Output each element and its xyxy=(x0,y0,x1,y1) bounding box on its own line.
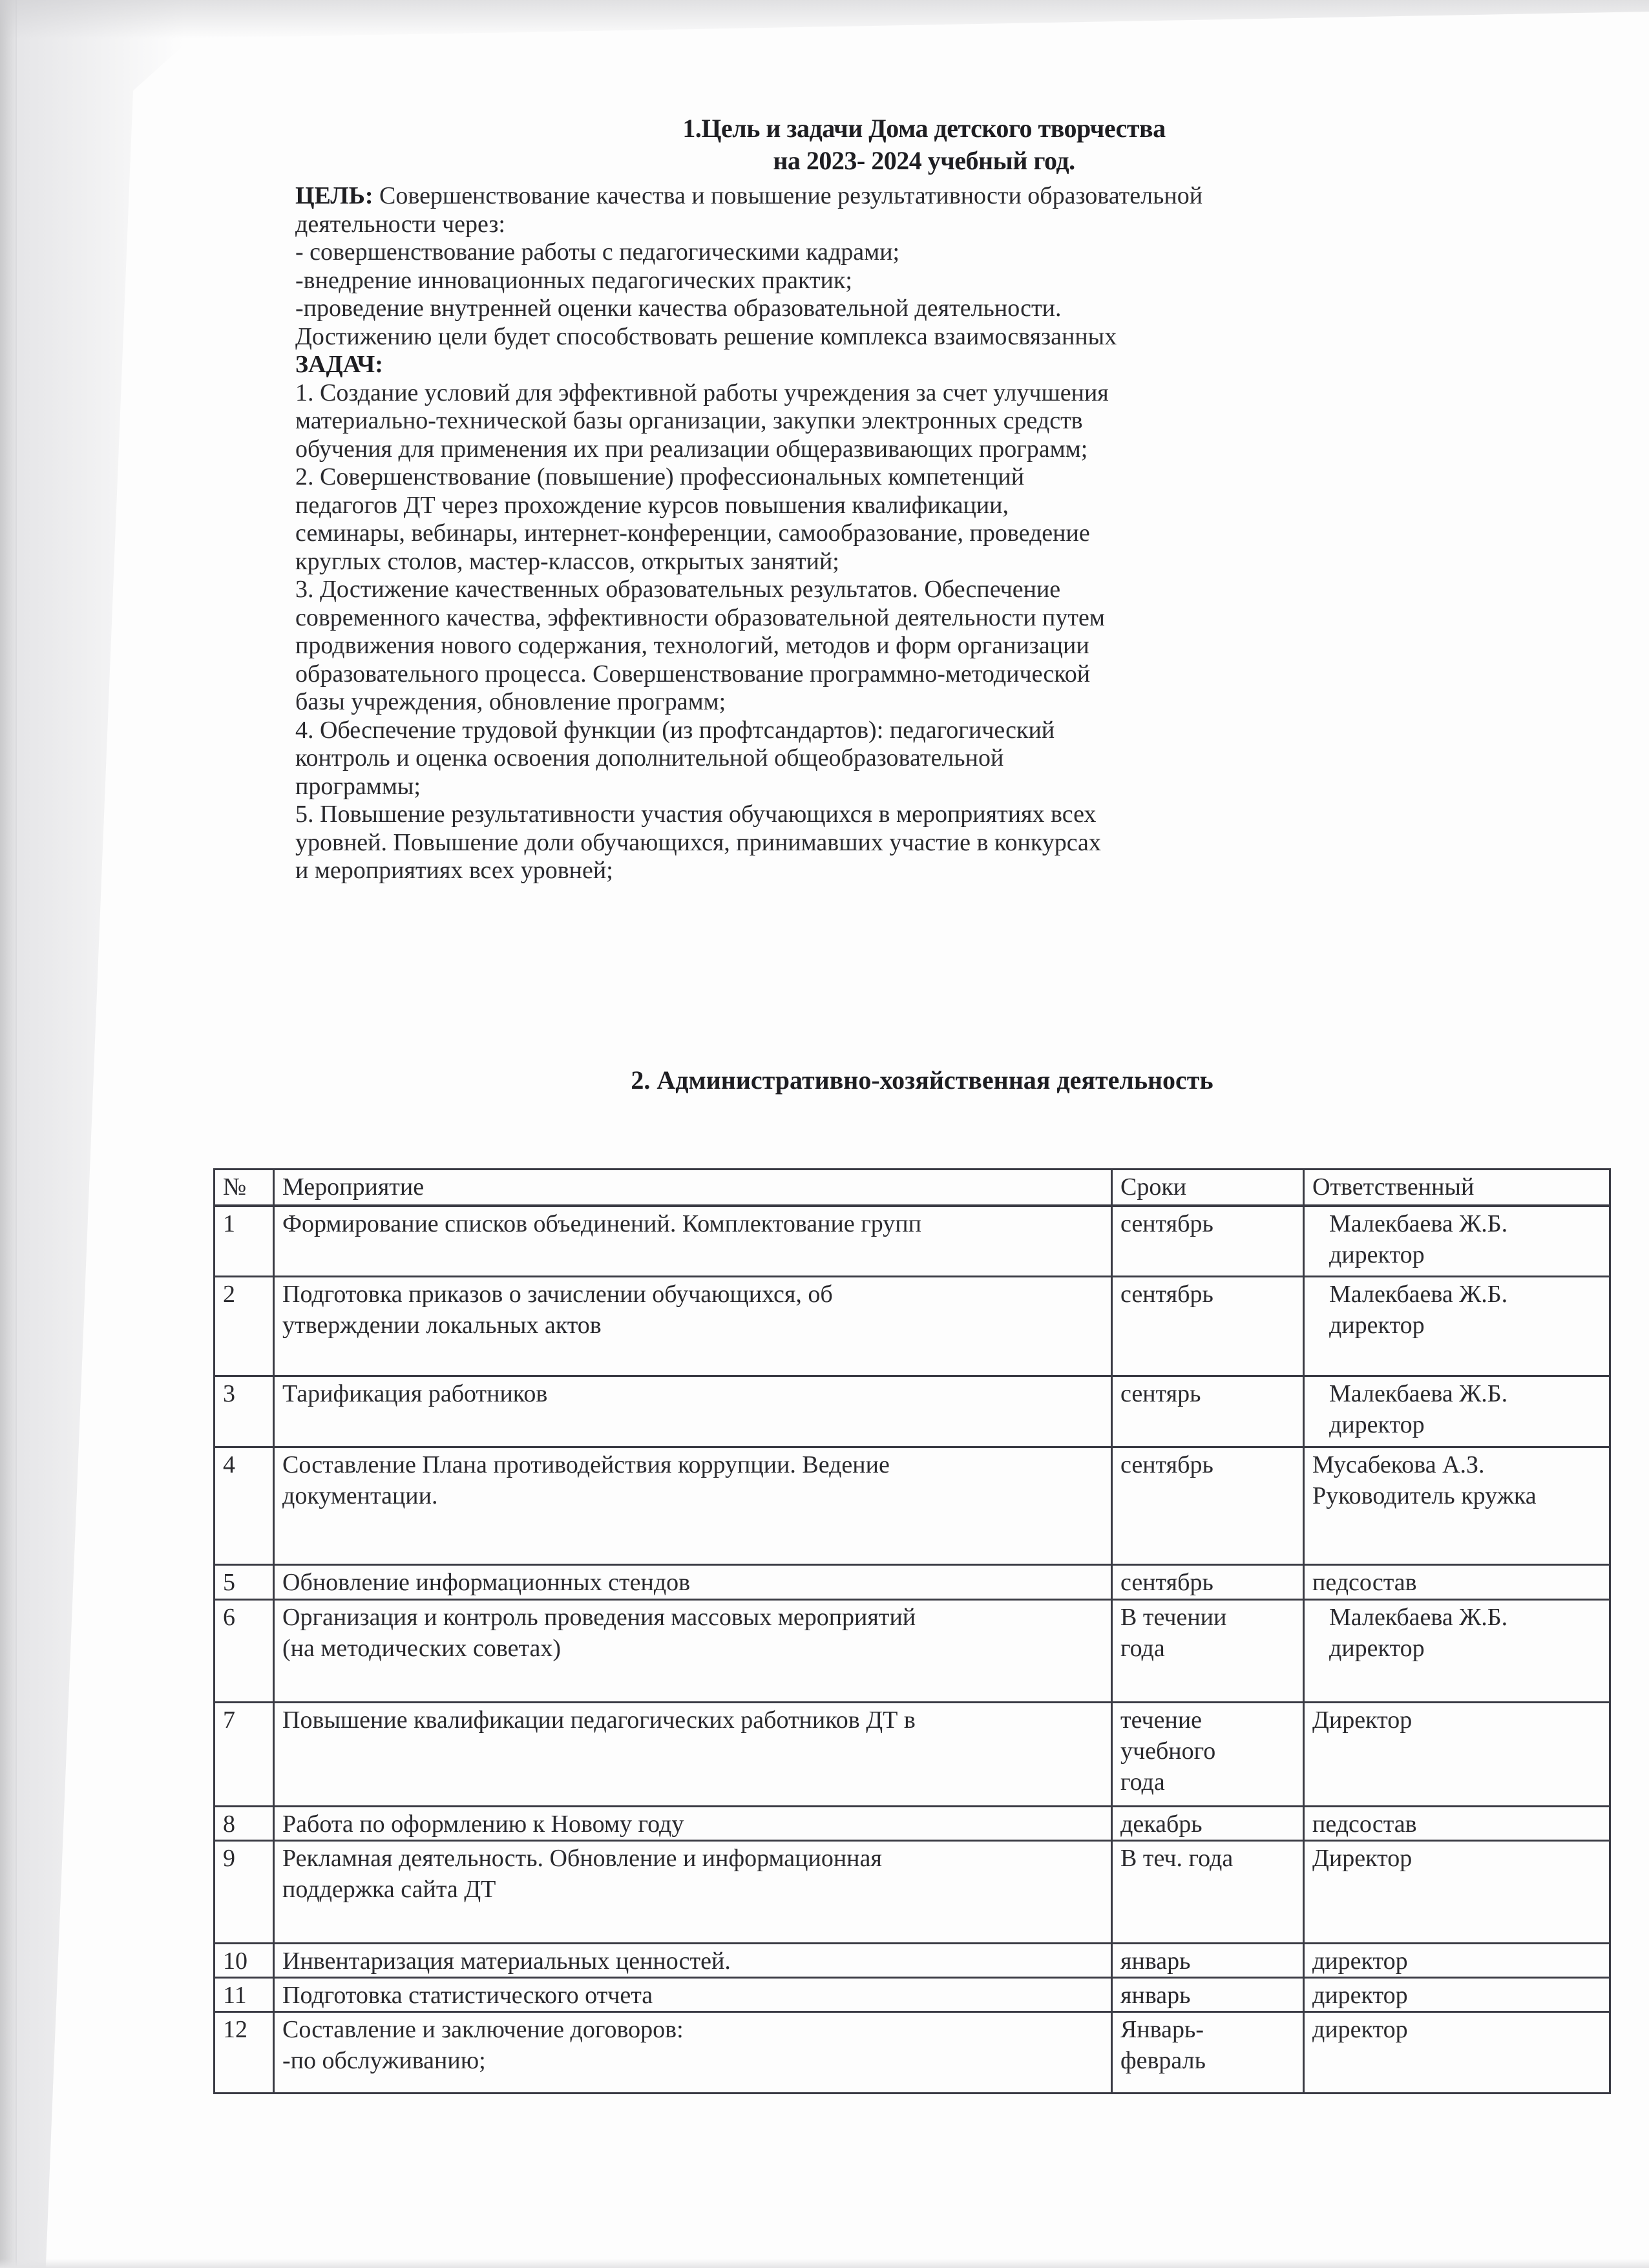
cell-number-line: 9 xyxy=(223,1845,235,1872)
cell-responsible-line: Мусабекова А.З. xyxy=(1312,1451,1485,1478)
cell-number-line: 3 xyxy=(223,1380,235,1407)
cell-event-line: Подготовка приказов о зачислении обучающихся, об xyxy=(282,1281,833,1308)
cell-event-line: поддержка сайта ДТ xyxy=(282,1876,496,1903)
cell-event xyxy=(274,1376,1112,1447)
task-line: 3. Достижение качественных образовательных результатов. Обеспечение xyxy=(295,576,1061,603)
cell-responsible xyxy=(1304,1277,1610,1376)
task-line: контроль и оценка освоения дополнительной общеобразовательной xyxy=(295,744,1004,772)
cell-responsible-line: директор xyxy=(1312,1948,1408,1975)
cell-responsible-line: директор xyxy=(1312,1982,1408,2009)
scan-top-shadow xyxy=(0,0,1649,39)
tasks-label xyxy=(295,351,1458,379)
cell-event-line: Инвентаризация материальных ценностей. xyxy=(282,1948,731,1975)
cell-number xyxy=(215,1447,274,1565)
cell-responsible-line: Малекбаева Ж.Б. xyxy=(1329,1210,1508,1237)
cell-event-line: утверждении локальных актов xyxy=(282,1312,602,1339)
document-subtitle: на 2023- 2024 учебный год. xyxy=(773,146,1075,175)
cell-term-line: Январь- xyxy=(1120,2016,1204,2043)
table-row xyxy=(215,1447,1610,1565)
cell-responsible xyxy=(1304,1206,1610,1277)
body-line: деятельности через: xyxy=(295,210,505,238)
tasks-label-text: ЗАДАЧ: xyxy=(295,351,383,378)
table-row xyxy=(215,1703,1610,1807)
cell-responsible-line: Директор xyxy=(1312,1845,1413,1872)
cell-number xyxy=(215,1807,274,1841)
cell-term xyxy=(1112,1376,1304,1447)
cell-number xyxy=(215,1376,274,1447)
cell-term-line: сентябрь xyxy=(1120,1281,1213,1308)
cell-number-line: 2 xyxy=(223,1281,235,1308)
cell-number xyxy=(215,2012,274,2094)
cell-term xyxy=(1112,1807,1304,1841)
cell-number-line: 7 xyxy=(223,1706,235,1734)
task-line: современного качества, эффективности образовательной деятельности путем xyxy=(295,604,1105,631)
cell-responsible xyxy=(1304,1841,1610,1944)
cell-event xyxy=(274,2012,1112,2094)
table-row xyxy=(215,1841,1610,1944)
goals-and-tasks xyxy=(295,182,1458,885)
cell-event-line: Работа по оформлению к Новому году xyxy=(282,1811,684,1838)
cell-event-line: Формирование списков объединений. Комплектование групп xyxy=(282,1210,921,1237)
task-line: 2. Совершенствование (повышение) профессиональных компетенций xyxy=(295,463,1025,490)
cell-responsible-line: Руководитель кружка xyxy=(1312,1482,1537,1509)
cell-term-line: течение xyxy=(1120,1706,1203,1734)
goal-text: Совершенствование качества и повышение результативности образовательной xyxy=(373,182,1203,209)
cell-event-line: (на методических советах) xyxy=(282,1635,562,1662)
cell-responsible-line: Директор xyxy=(1312,1706,1413,1734)
table-row xyxy=(215,1376,1610,1447)
cell-responsible-line: директор xyxy=(1312,2016,1408,2043)
cell-event xyxy=(274,1206,1112,1277)
task-line: продвижения нового содержания, технологий, методов и форм организации xyxy=(295,632,1089,659)
task-line: педагогов ДТ через прохождение курсов повышения квалификации, xyxy=(295,491,1009,519)
cell-responsible-line: Малекбаева Ж.Б. xyxy=(1329,1281,1508,1308)
task-line: программы; xyxy=(295,772,421,800)
cell-responsible-line: педсостав xyxy=(1312,1811,1417,1838)
cell-number-line: 10 xyxy=(223,1948,247,1975)
table-row xyxy=(215,1206,1610,1277)
column-header-term: Сроки xyxy=(1112,1170,1304,1206)
cell-number-line: 12 xyxy=(223,2016,247,2043)
body-line: - совершенствование работы с педагогическими кадрами; xyxy=(295,238,900,266)
cell-number-line: 5 xyxy=(223,1569,235,1596)
task-line: обучения для применения их при реализации общеразвивающих программ; xyxy=(295,435,1088,463)
table-row xyxy=(215,1600,1610,1703)
body-line: -проведение внутренней оценки качества образовательной деятельности. xyxy=(295,295,1062,322)
body-line: -внедрение инновационных педагогических практик; xyxy=(295,266,852,294)
cell-number xyxy=(215,1841,274,1944)
scan-bottom-edge xyxy=(0,2259,1649,2268)
cell-event-line: Тарификация работников xyxy=(282,1380,548,1407)
cell-event xyxy=(274,1600,1112,1703)
task-line: образовательного процесса. Совершенствование программно-методической xyxy=(295,660,1091,688)
scan-left-edge xyxy=(0,0,17,2268)
cell-responsible xyxy=(1304,1600,1610,1703)
cell-term xyxy=(1112,1944,1304,1978)
cell-number-line: 11 xyxy=(223,1982,247,2009)
table-row xyxy=(215,2012,1610,2094)
cell-term xyxy=(1112,2012,1304,2094)
task-line: материально-технической базы организации, закупки электронных средств xyxy=(295,407,1083,434)
cell-event xyxy=(274,1703,1112,1807)
table-row xyxy=(215,1944,1610,1978)
task-line: 5. Повышение результативности участия обучающихся в мероприятиях всех xyxy=(295,801,1097,828)
cell-term-line: года xyxy=(1120,1635,1165,1662)
cell-event xyxy=(274,1447,1112,1565)
cell-responsible-line: директор xyxy=(1329,1635,1425,1662)
document-title: 1.Цель и задачи Дома детского творчества xyxy=(682,114,1166,143)
cell-responsible xyxy=(1304,1978,1610,2012)
cell-event xyxy=(274,1978,1112,2012)
cell-event-line: документации. xyxy=(282,1482,438,1509)
activity-plan-table xyxy=(213,1168,1611,2094)
cell-term-line: февраль xyxy=(1120,2047,1206,2074)
cell-term-line: сентярь xyxy=(1120,1380,1201,1407)
cell-term-line: сентябрь xyxy=(1120,1210,1213,1237)
cell-responsible-line: директор xyxy=(1329,1411,1425,1438)
cell-number xyxy=(215,1978,274,2012)
cell-number-line: 6 xyxy=(223,1604,235,1631)
cell-term-line: сентябрь xyxy=(1120,1569,1213,1596)
cell-number xyxy=(215,1703,274,1807)
scan-fold-shadow xyxy=(16,0,184,2268)
table-row xyxy=(215,1807,1610,1841)
cell-event-line: Подготовка статистического отчета xyxy=(282,1982,653,2009)
task-line: 4. Обеспечение трудовой функции (из профтсандартов): педагогический xyxy=(295,716,1055,744)
cell-responsible xyxy=(1304,1447,1610,1565)
cell-responsible xyxy=(1304,1703,1610,1807)
cell-number xyxy=(215,1944,274,1978)
cell-responsible-line: директор xyxy=(1329,1312,1425,1339)
cell-event xyxy=(274,1944,1112,1978)
cell-number xyxy=(215,1565,274,1600)
cell-responsible xyxy=(1304,1376,1610,1447)
cell-term xyxy=(1112,1841,1304,1944)
cell-event-line: -по обслуживанию; xyxy=(282,2047,486,2074)
cell-responsible xyxy=(1304,1807,1610,1841)
goal-label: ЦЕЛЬ: xyxy=(295,182,373,209)
cell-number xyxy=(215,1277,274,1376)
cell-responsible-line: педсостав xyxy=(1312,1569,1417,1596)
table-row xyxy=(215,1277,1610,1376)
column-header-number: № xyxy=(215,1170,274,1206)
task-line: семинары, вебинары, интернет-конференции, самообразование, проведение xyxy=(295,520,1090,547)
table-row xyxy=(215,1978,1610,2012)
cell-term xyxy=(1112,1447,1304,1565)
cell-event xyxy=(274,1807,1112,1841)
cell-responsible xyxy=(1304,2012,1610,2094)
cell-term-line: В теч. года xyxy=(1120,1845,1234,1872)
cell-responsible xyxy=(1304,1944,1610,1978)
cell-term xyxy=(1112,1565,1304,1600)
task-line: и мероприятиях всех уровней; xyxy=(295,857,613,884)
cell-responsible-line: Малекбаева Ж.Б. xyxy=(1329,1604,1508,1631)
cell-event xyxy=(274,1565,1112,1600)
table-header-row xyxy=(215,1170,1610,1206)
cell-responsible-line: директор xyxy=(1329,1241,1425,1268)
cell-event-line: Составление Плана противодействия коррупции. Ведение xyxy=(282,1451,890,1478)
cell-term xyxy=(1112,1206,1304,1277)
cell-number xyxy=(215,1600,274,1703)
cell-number-line: 8 xyxy=(223,1811,235,1838)
task-line: базы учреждения, обновление программ; xyxy=(295,688,726,715)
column-header-event: Мероприятие xyxy=(274,1170,1112,1206)
task-line: 1. Создание условий для эффективной работы учреждения за счет улучшения xyxy=(295,379,1109,406)
cell-number-line: 4 xyxy=(223,1451,235,1478)
cell-responsible xyxy=(1304,1565,1610,1600)
cell-term-line: В течении xyxy=(1120,1604,1227,1631)
cell-term-line: сентябрь xyxy=(1120,1451,1213,1478)
body-line: Достижению цели будет способствовать решение комплекса взаимосвязанных xyxy=(295,322,1117,350)
cell-responsible-line: Малекбаева Ж.Б. xyxy=(1329,1380,1508,1407)
cell-event-line: Повышение квалификации педагогических работников ДТ в xyxy=(282,1706,916,1734)
cell-number xyxy=(215,1206,274,1277)
cell-term xyxy=(1112,1277,1304,1376)
cell-term xyxy=(1112,1703,1304,1807)
cell-event-line: Обновление информационных стендов xyxy=(282,1569,691,1596)
table-row xyxy=(215,1565,1610,1600)
cell-term xyxy=(1112,1600,1304,1703)
section-2-title: 2. Административно-хозяйственная деятельность xyxy=(631,1066,1213,1095)
cell-term-line: январь xyxy=(1120,1948,1191,1975)
task-line: уровней. Повышение доли обучающихся, принимавших участие в конкурсах xyxy=(295,828,1101,856)
cell-event-line: Организация и контроль проведения массовых мероприятий xyxy=(282,1604,916,1631)
task-line: круглых столов, мастер-классов, открытых занятий; xyxy=(295,547,839,575)
column-header-responsible: Ответственный xyxy=(1304,1170,1610,1206)
cell-term-line: учебного xyxy=(1120,1738,1216,1765)
cell-event xyxy=(274,1277,1112,1376)
cell-event xyxy=(274,1841,1112,1944)
cell-number-line: 1 xyxy=(223,1210,235,1237)
cell-event-line: Рекламная деятельность. Обновление и информационная xyxy=(282,1845,882,1872)
cell-term-line: январь xyxy=(1120,1982,1191,2009)
cell-term-line: декабрь xyxy=(1120,1811,1203,1838)
cell-term-line: года xyxy=(1120,1769,1165,1796)
cell-event-line: Составление и заключение договоров: xyxy=(282,2016,684,2043)
cell-term xyxy=(1112,1978,1304,2012)
goal-line xyxy=(295,182,1458,211)
